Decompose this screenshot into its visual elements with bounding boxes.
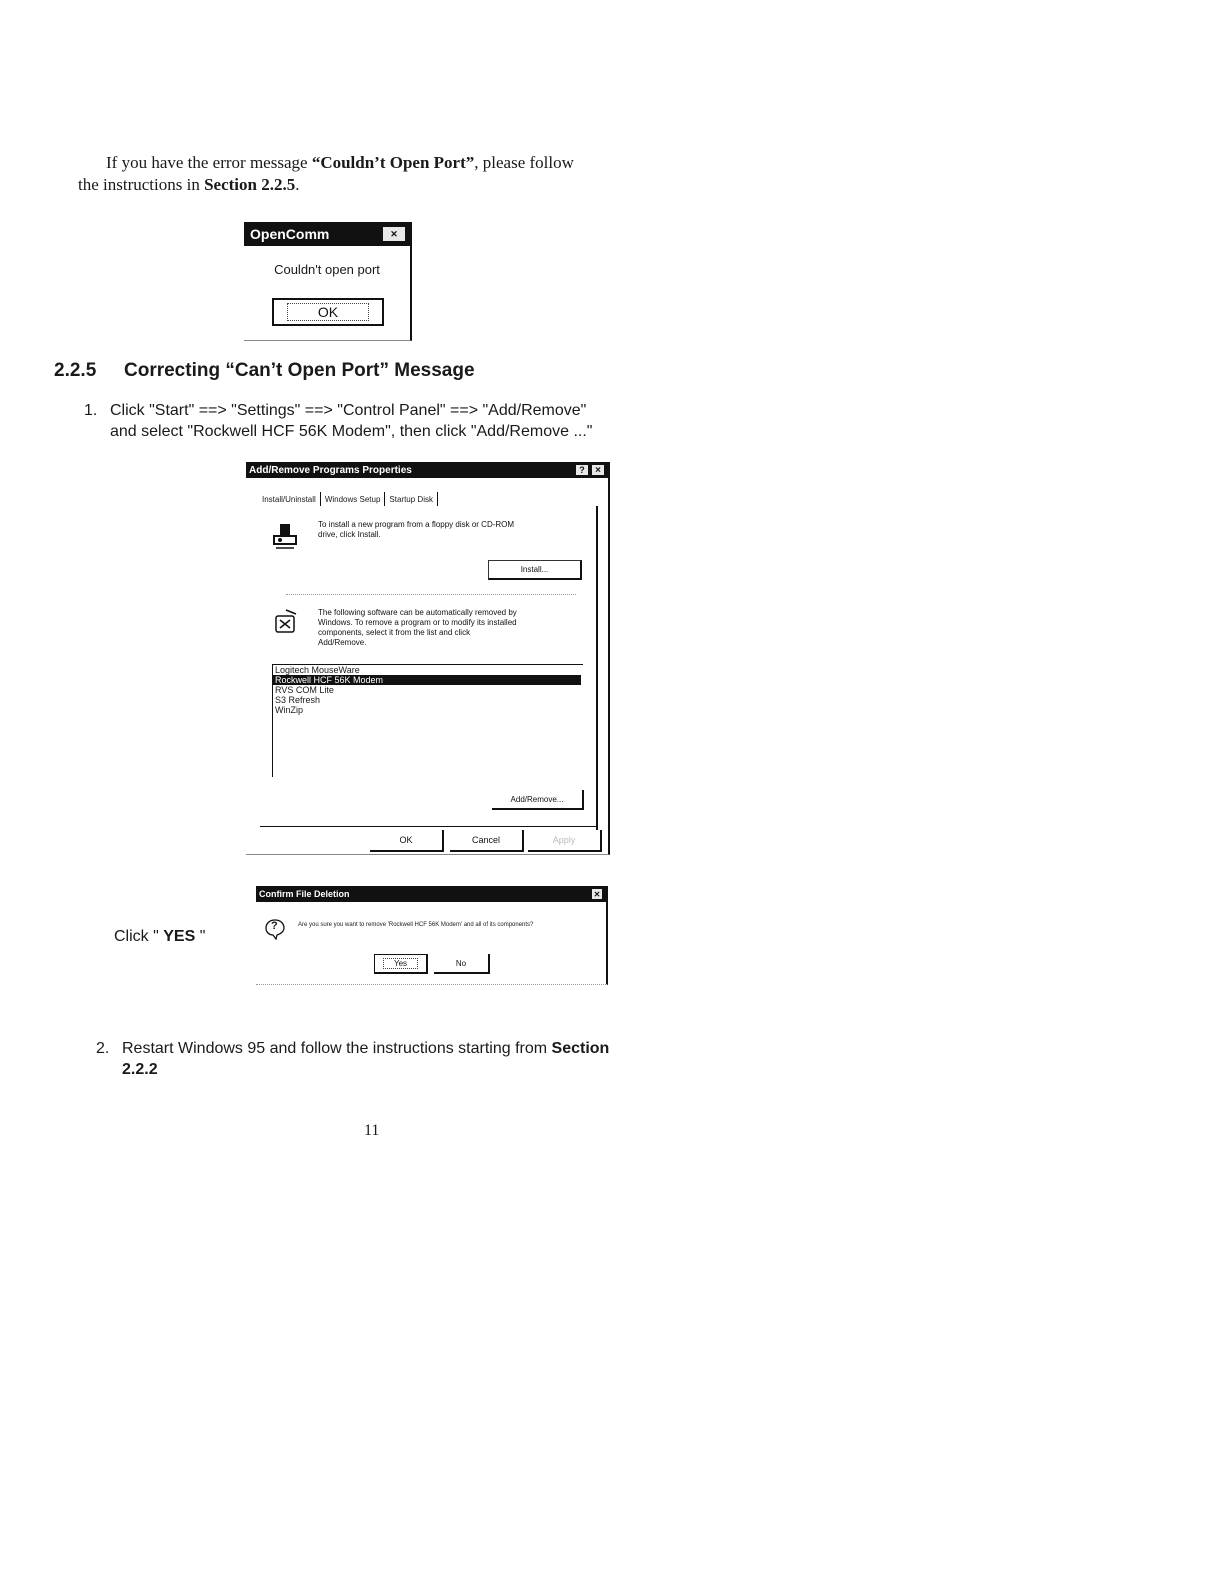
apply-button-label: Apply [552, 835, 576, 845]
list-item[interactable]: WinZip [275, 705, 304, 715]
error-message-name: “Couldn’t Open Port” [311, 153, 475, 172]
confirm-titlebar [256, 886, 606, 902]
step-number: 2. [96, 1040, 110, 1057]
help-icon[interactable]: ? [575, 464, 589, 476]
remove-instructions [318, 608, 588, 648]
remove-software-icon [272, 608, 300, 636]
yes-button-label: Yes [383, 958, 418, 969]
separator [260, 826, 596, 827]
install-button-label: Install... [520, 565, 549, 574]
no-button-label: No [455, 958, 467, 968]
close-icon[interactable]: ✕ [382, 226, 406, 242]
section-title: Correcting “Can’t Open Port” Message [124, 360, 475, 381]
intro-line-2 [78, 175, 299, 194]
click-yes-label [114, 928, 205, 946]
tab-strip [258, 492, 438, 506]
ok-button[interactable] [370, 830, 444, 852]
tab-windows-setup[interactable]: Windows Setup [324, 494, 381, 504]
install-disk-icon [272, 522, 300, 550]
addremove-titlebar [246, 462, 608, 478]
question-icon [264, 918, 286, 940]
list-item-selected[interactable]: Rockwell HCF 56K Modem [273, 675, 581, 685]
separator [286, 594, 576, 595]
confirm-dialog [256, 886, 608, 985]
list-item[interactable]: RVS COM Lite [275, 685, 334, 695]
opencomm-dialog [244, 222, 412, 341]
intro-text: . [295, 175, 300, 194]
intro-text: , please follow [474, 153, 574, 172]
install-instructions [318, 520, 588, 540]
intro-text: If you have the error message [106, 153, 312, 172]
remove-text-line-3: components, select it from the list and click [318, 628, 471, 637]
opencomm-message: Couldn't open port [274, 262, 380, 277]
remove-text-line-1: The following software can be automatically removed by [318, 608, 517, 617]
confirm-title: Confirm File Deletion [259, 889, 350, 899]
intro-text: the instructions in [78, 175, 205, 194]
tab-startup-disk[interactable]: Startup Disk [389, 494, 433, 504]
step-1 [84, 400, 684, 442]
step-1-line-1 [84, 400, 684, 421]
cancel-button-label: Cancel [471, 835, 500, 845]
question-glyph: ? [271, 920, 278, 932]
programs-list[interactable] [272, 664, 583, 777]
cancel-button[interactable] [450, 830, 524, 852]
remove-text-line-4: Add/Remove. [318, 638, 367, 647]
step-2-line-1 [96, 1038, 696, 1059]
install-text-line-2: drive, click Install. [318, 530, 381, 539]
section-reference: Section [551, 1040, 610, 1057]
click-yes-text: " [195, 928, 206, 945]
install-text-line-1: To install a new program from a floppy disk or CD-ROM [318, 520, 515, 529]
add-remove-button[interactable] [492, 790, 584, 810]
section-reference: Section 2.2.5 [204, 175, 296, 194]
close-icon[interactable]: × [591, 464, 605, 476]
step-1-line-2: and select "Rockwell HCF 56K Modem", then click "Add/Remove ..." [110, 423, 593, 440]
step-2 [96, 1038, 696, 1080]
opencomm-title: OpenComm [250, 226, 330, 242]
intro-line-1 [78, 152, 718, 174]
step-2-text: Restart Windows 95 and follow the instructions starting from [122, 1040, 552, 1057]
add-remove-button-label: Add/Remove... [510, 794, 564, 804]
remove-text-line-2: Windows. To remove a program or to modify its installed [318, 618, 517, 627]
step-number: 1. [84, 402, 98, 419]
click-yes-text: Click " [114, 928, 164, 945]
apply-button[interactable] [528, 830, 602, 852]
opencomm-titlebar [244, 222, 410, 246]
list-item[interactable]: Logitech MouseWare [275, 665, 360, 675]
close-icon[interactable]: ✕ [591, 888, 603, 900]
tab-install-uninstall[interactable]: Install/Uninstall [262, 494, 316, 504]
list-item[interactable]: S3 Refresh [275, 695, 321, 705]
ok-button[interactable] [272, 298, 384, 326]
section-number: 2.2.5 [54, 360, 97, 381]
tab-panel-border [596, 506, 598, 846]
yes-emphasis: YES [163, 928, 196, 945]
intro-paragraph [78, 152, 718, 196]
step-2-line-2 [96, 1059, 696, 1080]
ok-button-label: OK [287, 303, 369, 321]
section-reference: 2.2.2 [122, 1061, 158, 1078]
confirm-question: Are you sure you want to remove 'Rockwell HCF 56K Modem' and all of its components? [298, 922, 534, 928]
section-heading [54, 360, 475, 382]
no-button[interactable] [434, 954, 490, 974]
install-button[interactable] [488, 560, 582, 580]
yes-button[interactable] [374, 954, 428, 974]
step-1-text-1: Click "Start" ==> "Settings" ==> "Control Panel" ==> "Add/Remove" [110, 402, 587, 419]
ok-button-label: OK [399, 835, 413, 845]
addremove-title: Add/Remove Programs Properties [249, 464, 412, 476]
page-number: 11 [364, 1122, 380, 1139]
addremove-dialog [246, 462, 610, 855]
